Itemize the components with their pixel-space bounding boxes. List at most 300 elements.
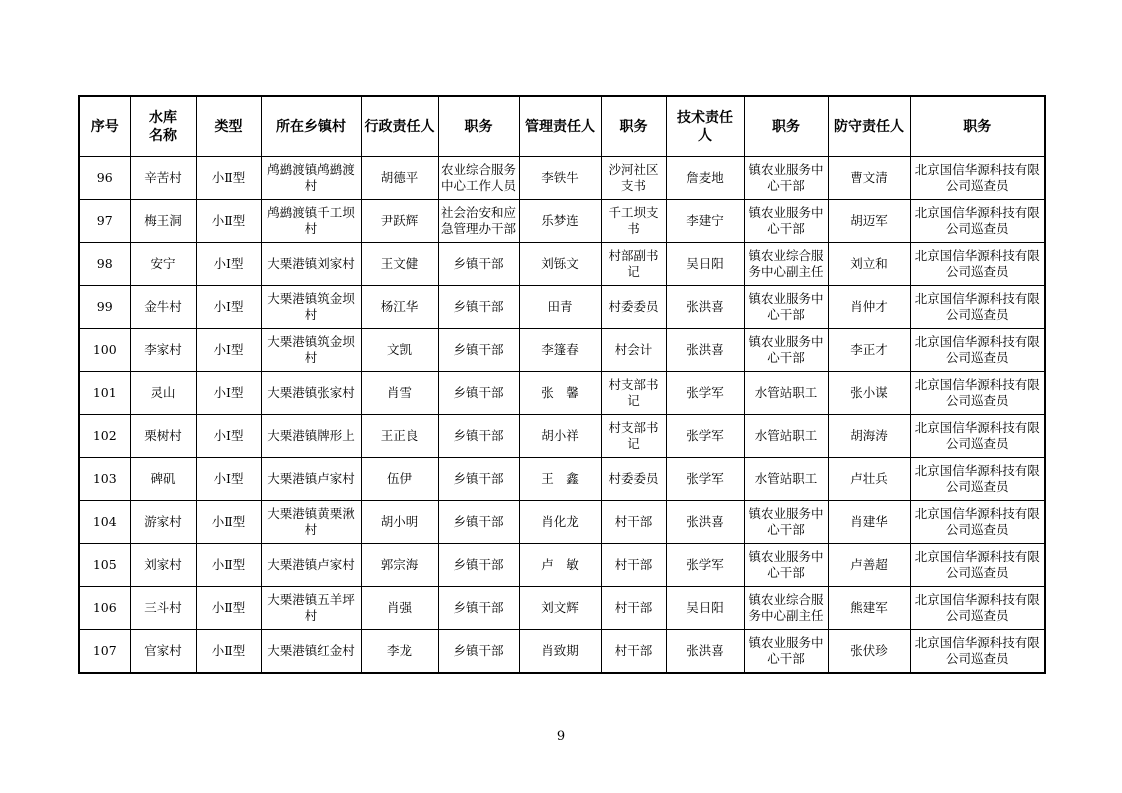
table-cell — [519, 243, 601, 286]
table-cell — [130, 243, 196, 286]
table-cell — [361, 243, 438, 286]
cell-text: 张洪喜 — [686, 514, 724, 529]
cell-text: 101 — [92, 385, 117, 400]
cell-text: 刘家村 — [144, 557, 182, 572]
cell-text: 乡镇干部 — [453, 514, 504, 529]
cell-text: 水管站职工 — [754, 385, 818, 400]
table-cell — [828, 157, 910, 200]
page-number: 9 — [556, 729, 566, 744]
cell-text: 大栗港镇牌形上 — [267, 428, 355, 443]
cell-text: 乡镇干部 — [453, 471, 504, 486]
cell-text: 尹跃辉 — [380, 213, 419, 228]
table-row — [79, 501, 1045, 544]
table-cell — [910, 286, 1045, 329]
table-cell — [79, 286, 130, 329]
cell-text: 北京国信华源科技有限公司巡查员 — [914, 162, 1040, 193]
table-cell — [361, 200, 438, 243]
cell-text: 李建宁 — [686, 213, 724, 228]
table-cell — [910, 458, 1045, 501]
table-cell — [438, 415, 519, 458]
cell-text: 肖雪 — [386, 385, 412, 400]
table-cell — [130, 286, 196, 329]
table-cell — [828, 587, 910, 630]
cell-text: 镇农业服务中心干部 — [748, 506, 824, 537]
header-row — [79, 96, 1045, 157]
cell-text: 镇农业服务中心干部 — [748, 291, 824, 322]
table-cell — [601, 458, 666, 501]
table-cell — [519, 544, 601, 587]
table-cell — [601, 501, 666, 544]
cell-text: 大栗港镇筑金坝村 — [267, 334, 355, 365]
table-cell — [438, 243, 519, 286]
table-cell — [601, 415, 666, 458]
table-cell — [361, 458, 438, 501]
cell-text: 镇农业服务中心干部 — [748, 549, 824, 580]
cell-text: 水管站职工 — [754, 471, 818, 486]
table-row — [79, 243, 1045, 286]
table-cell — [519, 415, 601, 458]
table-cell — [666, 243, 744, 286]
table-cell — [130, 415, 196, 458]
table-cell — [744, 501, 828, 544]
table-cell — [130, 458, 196, 501]
column-header: 水库 名称 — [130, 96, 196, 157]
table-cell — [196, 415, 261, 458]
cell-text: 胡迈军 — [850, 213, 888, 228]
cell-text: 千工坝支书 — [608, 205, 659, 236]
column-header: 防守责任人 — [828, 96, 910, 157]
table-cell — [361, 501, 438, 544]
cell-text: 镇农业服务中心干部 — [748, 635, 824, 666]
cell-text: 肖致期 — [541, 643, 579, 658]
column-header: 职务 — [601, 96, 666, 157]
cell-text: 碑矶 — [150, 471, 176, 486]
table-cell — [261, 587, 361, 630]
cell-text: 张洪喜 — [686, 342, 724, 357]
table-cell — [361, 372, 438, 415]
column-header: 序号 — [79, 96, 130, 157]
cell-text: 金牛村 — [144, 299, 182, 314]
cell-text: 肖化龙 — [541, 514, 579, 529]
column-header: 类型 — [196, 96, 261, 157]
table-cell — [196, 501, 261, 544]
table-cell — [828, 544, 910, 587]
table-cell — [196, 243, 261, 286]
cell-text: 大栗港镇卢家村 — [267, 471, 355, 486]
cell-text: 北京国信华源科技有限公司巡查员 — [914, 549, 1040, 580]
table-cell — [261, 329, 361, 372]
table-cell — [601, 372, 666, 415]
cell-text: 詹麦地 — [686, 170, 724, 185]
table-cell — [79, 329, 130, 372]
cell-text: 小Ⅰ型 — [213, 471, 244, 486]
table-row — [79, 630, 1045, 674]
cell-text: 肖建华 — [850, 514, 888, 529]
table-cell — [519, 587, 601, 630]
table-cell — [601, 286, 666, 329]
cell-text: 王正良 — [380, 428, 419, 443]
cell-text: 张伏珍 — [850, 643, 888, 658]
cell-text: 吴日阳 — [686, 256, 724, 271]
table-cell — [261, 458, 361, 501]
cell-text: 103 — [92, 471, 117, 486]
cell-text: 96 — [96, 170, 113, 185]
table-cell — [196, 157, 261, 200]
cell-text: 肖强 — [386, 600, 412, 615]
cell-text: 小Ⅱ型 — [211, 557, 246, 572]
table-cell — [261, 372, 361, 415]
table-cell — [744, 587, 828, 630]
cell-text: 张 馨 — [541, 385, 579, 400]
cell-text: 小Ⅱ型 — [211, 643, 246, 658]
table-cell — [261, 415, 361, 458]
table-cell — [910, 329, 1045, 372]
cell-text: 小Ⅰ型 — [213, 428, 244, 443]
cell-text: 郭宗海 — [380, 557, 419, 572]
cell-text: 大栗港镇筑金坝村 — [267, 291, 355, 322]
cell-text: 安宁 — [150, 256, 176, 271]
table-cell — [910, 415, 1045, 458]
cell-text: 村支部书记 — [608, 420, 659, 451]
column-header: 所在乡镇村 — [261, 96, 361, 157]
table-cell — [196, 372, 261, 415]
table-cell — [361, 544, 438, 587]
table-cell — [666, 415, 744, 458]
table-row — [79, 286, 1045, 329]
cell-text: 张洪喜 — [686, 643, 724, 658]
cell-text: 李铁牛 — [541, 170, 579, 185]
cell-text: 社会治安和应急管理办干部 — [440, 205, 516, 236]
cell-text: 北京国信华源科技有限公司巡查员 — [914, 334, 1040, 365]
cell-text: 张学军 — [686, 385, 724, 400]
table-cell — [438, 372, 519, 415]
cell-text: 镇农业综合服务中心副主任 — [748, 248, 824, 279]
table-cell — [666, 458, 744, 501]
table-cell — [601, 243, 666, 286]
cell-text: 灵山 — [150, 385, 176, 400]
cell-text: 乡镇干部 — [453, 385, 504, 400]
table-cell — [828, 286, 910, 329]
cell-text: 大栗港镇红金村 — [267, 643, 355, 658]
cell-text: 熊建军 — [850, 600, 888, 615]
cell-text: 村会计 — [614, 342, 653, 357]
cell-text: 张学军 — [686, 428, 724, 443]
cell-text: 镇农业综合服务中心副主任 — [748, 592, 824, 623]
cell-text: 98 — [96, 256, 113, 271]
table-cell — [519, 157, 601, 200]
table-row — [79, 329, 1045, 372]
table-cell — [744, 458, 828, 501]
table-cell — [438, 630, 519, 674]
table-cell — [196, 200, 261, 243]
cell-text: 张学军 — [686, 557, 724, 572]
cell-text: 胡小明 — [380, 514, 419, 529]
table-cell — [601, 200, 666, 243]
table-cell — [828, 630, 910, 674]
table-cell — [744, 157, 828, 200]
table-row — [79, 544, 1045, 587]
table-cell — [361, 157, 438, 200]
table-cell — [828, 243, 910, 286]
table-cell — [130, 157, 196, 200]
cell-text: 小Ⅰ型 — [213, 342, 244, 357]
cell-text: 刘铄文 — [541, 256, 579, 271]
cell-text: 官家村 — [144, 643, 182, 658]
table-cell — [666, 501, 744, 544]
cell-text: 杨江华 — [380, 299, 419, 314]
table-cell — [438, 157, 519, 200]
table-cell — [438, 286, 519, 329]
table-cell — [744, 286, 828, 329]
table-cell — [744, 329, 828, 372]
cell-text: 张洪喜 — [686, 299, 724, 314]
cell-text: 张小谋 — [850, 385, 888, 400]
cell-text: 小Ⅰ型 — [213, 256, 244, 271]
table-cell — [744, 200, 828, 243]
table-cell — [438, 329, 519, 372]
table-cell — [601, 157, 666, 200]
table-cell — [196, 329, 261, 372]
table-cell — [79, 415, 130, 458]
cell-text: 胡德平 — [380, 170, 419, 185]
table-row — [79, 157, 1045, 200]
table-cell — [130, 630, 196, 674]
table-cell — [601, 587, 666, 630]
column-header: 行政责任人 — [361, 96, 438, 157]
table-cell — [130, 544, 196, 587]
table-cell — [79, 200, 130, 243]
cell-text: 北京国信华源科技有限公司巡查员 — [914, 205, 1040, 236]
table-cell — [438, 200, 519, 243]
cell-text: 大栗港镇黄栗湫村 — [267, 506, 355, 537]
table-row — [79, 587, 1045, 630]
cell-text: 李正才 — [850, 342, 888, 357]
cell-text: 100 — [92, 342, 117, 357]
table-cell — [79, 544, 130, 587]
cell-text: 北京国信华源科技有限公司巡查员 — [914, 420, 1040, 451]
cell-text: 鸬鹚渡镇千工坝村 — [267, 205, 355, 236]
table-cell — [79, 372, 130, 415]
table-cell — [744, 630, 828, 674]
table-cell — [666, 157, 744, 200]
cell-text: 北京国信华源科技有限公司巡查员 — [914, 377, 1040, 408]
cell-text: 卢壮兵 — [850, 471, 888, 486]
cell-text: 小Ⅰ型 — [213, 385, 244, 400]
table-cell — [196, 630, 261, 674]
table-cell — [79, 243, 130, 286]
table-row — [79, 458, 1045, 501]
table-cell — [79, 630, 130, 674]
table-cell — [130, 329, 196, 372]
table-cell — [361, 630, 438, 674]
cell-text: 吴日阳 — [686, 600, 724, 615]
cell-text: 肖仲才 — [850, 299, 888, 314]
table-cell — [744, 243, 828, 286]
table-cell — [261, 544, 361, 587]
table-cell — [519, 501, 601, 544]
cell-text: 镇农业服务中心干部 — [748, 162, 824, 193]
table-cell — [601, 544, 666, 587]
cell-text: 胡海涛 — [850, 428, 888, 443]
table-cell — [910, 544, 1045, 587]
cell-text: 107 — [92, 643, 117, 658]
cell-text: 小Ⅱ型 — [211, 170, 246, 185]
cell-text: 村委委员 — [608, 471, 659, 486]
cell-text: 李龙 — [386, 643, 412, 658]
cell-text: 李篷春 — [541, 342, 579, 357]
table-cell — [910, 200, 1045, 243]
cell-text: 村部副书记 — [608, 248, 659, 279]
cell-text: 105 — [92, 557, 117, 572]
column-header: 职务 — [910, 96, 1045, 157]
cell-text: 北京国信华源科技有限公司巡查员 — [914, 248, 1040, 279]
table-cell — [666, 286, 744, 329]
table-cell — [666, 372, 744, 415]
table-cell — [666, 630, 744, 674]
cell-text: 卢 敏 — [541, 557, 579, 572]
cell-text: 北京国信华源科技有限公司巡查员 — [914, 506, 1040, 537]
table-cell — [196, 544, 261, 587]
table-cell — [910, 157, 1045, 200]
cell-text: 大栗港镇五羊坪村 — [267, 592, 355, 623]
table-cell — [910, 501, 1045, 544]
table-row — [79, 372, 1045, 415]
cell-text: 小Ⅱ型 — [211, 514, 246, 529]
cell-text: 大栗港镇张家村 — [267, 385, 355, 400]
cell-text: 村干部 — [614, 557, 653, 572]
table-cell — [910, 630, 1045, 674]
table-cell — [438, 458, 519, 501]
cell-text: 大栗港镇刘家村 — [267, 256, 355, 271]
table-body — [79, 157, 1045, 674]
column-header: 职务 — [744, 96, 828, 157]
table-cell — [261, 630, 361, 674]
table-cell — [828, 415, 910, 458]
cell-text: 游家村 — [144, 514, 182, 529]
cell-text: 梅王洞 — [144, 213, 182, 228]
table-cell — [130, 372, 196, 415]
cell-text: 102 — [92, 428, 117, 443]
cell-text: 北京国信华源科技有限公司巡查员 — [914, 592, 1040, 623]
table-cell — [828, 458, 910, 501]
table-cell — [79, 157, 130, 200]
table-cell — [438, 587, 519, 630]
table-cell — [438, 501, 519, 544]
table-cell — [519, 372, 601, 415]
table-cell — [666, 587, 744, 630]
cell-text: 李家村 — [144, 342, 182, 357]
table-cell — [828, 329, 910, 372]
table-cell — [361, 587, 438, 630]
table-cell — [79, 587, 130, 630]
cell-text: 文凯 — [386, 342, 412, 357]
table-cell — [438, 544, 519, 587]
column-header: 职务 — [438, 96, 519, 157]
table-cell — [361, 286, 438, 329]
cell-text: 栗树村 — [144, 428, 182, 443]
cell-text: 伍伊 — [386, 471, 412, 486]
cell-text: 乡镇干部 — [453, 342, 504, 357]
cell-text: 王 鑫 — [541, 471, 579, 486]
cell-text: 乡镇干部 — [453, 600, 504, 615]
table-cell — [261, 157, 361, 200]
table-cell — [519, 630, 601, 674]
cell-text: 刘文辉 — [541, 600, 579, 615]
cell-text: 镇农业服务中心干部 — [748, 205, 824, 236]
table-cell — [666, 200, 744, 243]
cell-text: 村干部 — [614, 600, 653, 615]
cell-text: 大栗港镇卢家村 — [267, 557, 355, 572]
cell-text: 北京国信华源科技有限公司巡查员 — [914, 291, 1040, 322]
table-cell — [910, 587, 1045, 630]
table-cell — [261, 243, 361, 286]
table-cell — [261, 286, 361, 329]
table-cell — [666, 329, 744, 372]
table-cell — [666, 544, 744, 587]
table-cell — [130, 587, 196, 630]
cell-text: 鸬鹚渡镇鸬鹚渡村 — [267, 162, 355, 193]
cell-text: 刘立和 — [850, 256, 888, 271]
cell-text: 北京国信华源科技有限公司巡查员 — [914, 463, 1040, 494]
cell-text: 王文健 — [380, 256, 419, 271]
table-cell — [744, 372, 828, 415]
table-cell — [744, 544, 828, 587]
cell-text: 村干部 — [614, 514, 653, 529]
cell-text: 卢善超 — [850, 557, 888, 572]
table-cell — [261, 501, 361, 544]
cell-text: 村干部 — [614, 643, 653, 658]
table-row — [79, 200, 1045, 243]
cell-text: 辛苦村 — [144, 170, 182, 185]
table-cell — [519, 458, 601, 501]
cell-text: 水管站职工 — [754, 428, 818, 443]
table-cell — [130, 200, 196, 243]
cell-text: 小Ⅰ型 — [213, 299, 244, 314]
cell-text: 乡镇干部 — [453, 643, 504, 658]
cell-text: 乡镇干部 — [453, 256, 504, 271]
table-cell — [130, 501, 196, 544]
table-cell — [519, 286, 601, 329]
table-cell — [361, 415, 438, 458]
cell-text: 乡镇干部 — [453, 428, 504, 443]
cell-text: 沙河社区支书 — [608, 162, 659, 193]
table-cell — [519, 329, 601, 372]
cell-text: 田青 — [547, 299, 573, 314]
column-header: 管理责任人 — [519, 96, 601, 157]
table-cell — [828, 200, 910, 243]
cell-text: 97 — [96, 213, 113, 228]
table-cell — [261, 200, 361, 243]
table-cell — [79, 458, 130, 501]
table-cell — [196, 458, 261, 501]
table-cell — [196, 587, 261, 630]
table-cell — [828, 372, 910, 415]
column-header: 技术责任 人 — [666, 96, 744, 157]
table-cell — [828, 501, 910, 544]
cell-text: 乡镇干部 — [453, 299, 504, 314]
cell-text: 104 — [92, 514, 117, 529]
table-cell — [744, 415, 828, 458]
cell-text: 村支部书记 — [608, 377, 659, 408]
cell-text: 乐梦连 — [541, 213, 579, 228]
cell-text: 村委委员 — [608, 299, 659, 314]
cell-text: 99 — [96, 299, 113, 314]
table-cell — [79, 501, 130, 544]
cell-text: 三斗村 — [144, 600, 182, 615]
table-cell — [910, 372, 1045, 415]
table-cell — [361, 329, 438, 372]
cell-text: 农业综合服务中心工作人员 — [440, 162, 516, 193]
